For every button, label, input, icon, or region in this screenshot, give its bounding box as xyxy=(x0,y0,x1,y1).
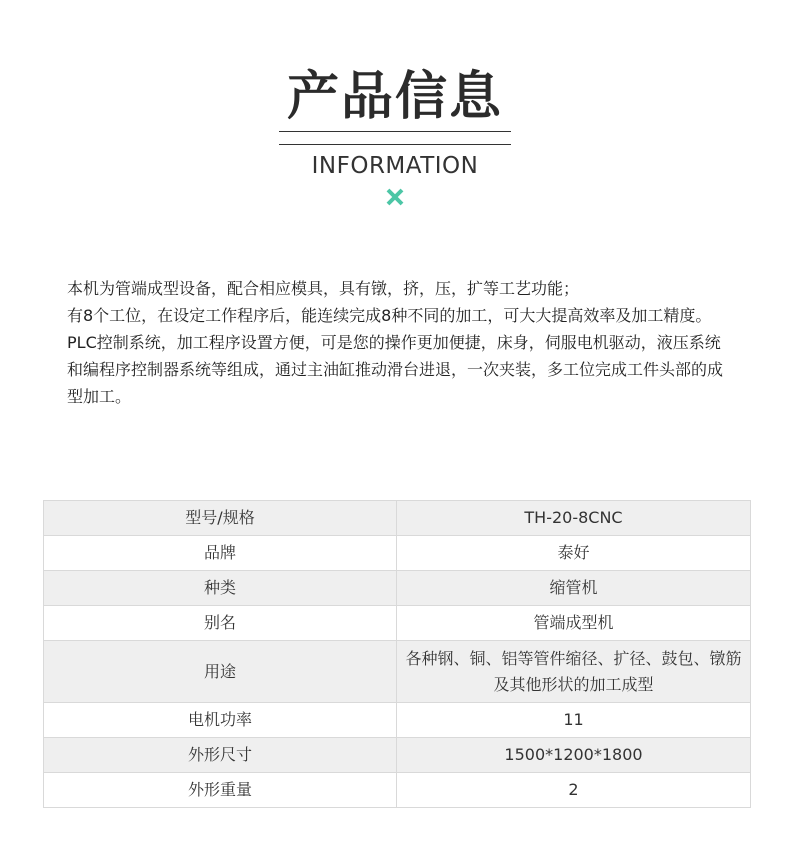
description-paragraph: 有8个工位，在设定工作程序后，能连续完成8种不同的加工，可大大提高效率及加工精度。 xyxy=(67,306,712,325)
table-row xyxy=(44,773,751,808)
spec-value: 1500*1200*1800 xyxy=(397,738,751,773)
section-header xyxy=(0,0,790,220)
table-row xyxy=(44,606,751,641)
spec-label: 外形重量 xyxy=(44,773,397,808)
product-description xyxy=(67,275,727,410)
description-paragraph: PLC控制系统，加工程序设置方便，可是您的操作更加便捷，床身，伺服电机驱动，液压系统和编程序控制器系统等组成，通过主油缸推动滑台进退，一次夹装，多工位完成工件头部的成型加工。 xyxy=(67,333,724,406)
title-underline-bottom xyxy=(279,144,511,145)
table-row xyxy=(44,501,751,536)
table-row xyxy=(44,738,751,773)
spec-label: 外形尺寸 xyxy=(44,738,397,773)
page-title: 产品信息 xyxy=(286,67,503,127)
spec-label: 型号/规格 xyxy=(44,501,397,536)
cross-icon xyxy=(385,187,405,207)
spec-label: 种类 xyxy=(44,571,397,606)
title-underline-top xyxy=(279,131,511,132)
page-subtitle: INFORMATION xyxy=(311,153,479,179)
spec-value: 管端成型机 xyxy=(397,606,751,641)
spec-label: 品牌 xyxy=(44,536,397,571)
spec-value: 缩管机 xyxy=(397,571,751,606)
spec-value: TH-20-8CNC xyxy=(397,501,751,536)
table-row xyxy=(44,641,751,703)
spec-value: 11 xyxy=(397,703,751,738)
table-row xyxy=(44,536,751,571)
spec-label: 用途 xyxy=(44,641,397,703)
table-row xyxy=(44,571,751,606)
description-paragraph: 本机为管端成型设备，配合相应模具，具有镦，挤，压，扩等工艺功能； xyxy=(67,279,580,298)
spec-label: 电机功率 xyxy=(44,703,397,738)
spec-value: 2 xyxy=(397,773,751,808)
spec-table xyxy=(43,500,751,808)
spec-label: 别名 xyxy=(44,606,397,641)
spec-value: 泰好 xyxy=(397,536,751,571)
table-row xyxy=(44,703,751,738)
spec-value: 各种钢、铜、铝等管件缩径、扩径、鼓包、镦筋及其他形状的加工成型 xyxy=(397,641,751,703)
